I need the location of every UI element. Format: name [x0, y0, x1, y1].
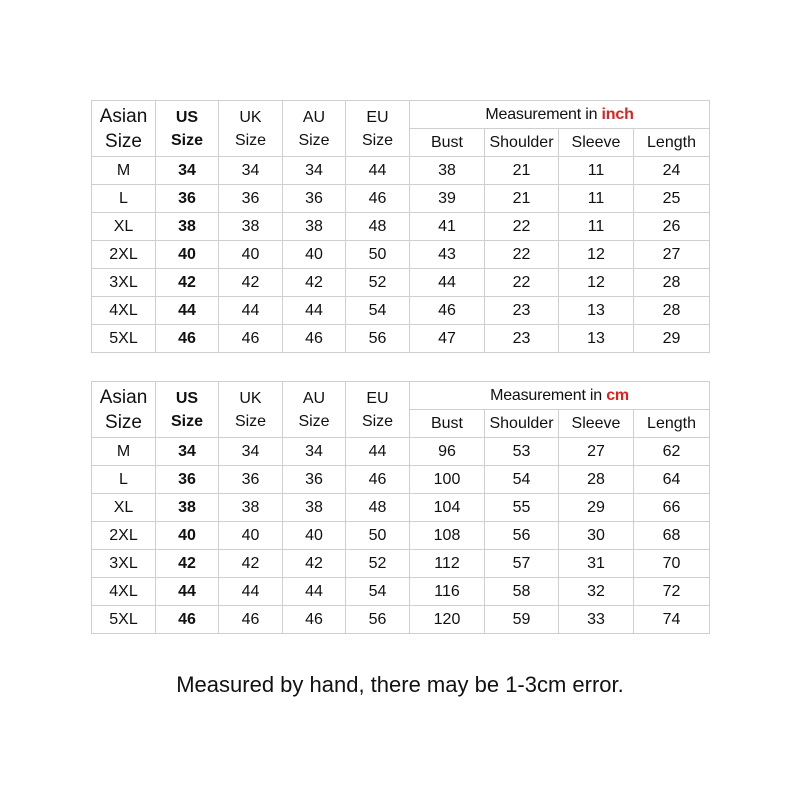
cell-au: 38	[283, 213, 346, 241]
cell-sleeve: 13	[559, 297, 634, 325]
cell-asian: 5XL	[92, 606, 156, 634]
cell-shoulder: 21	[485, 157, 559, 185]
cell-asian: 3XL	[92, 550, 156, 578]
table-row	[92, 466, 710, 494]
cell-us: 40	[156, 522, 219, 550]
cell-eu: 50	[346, 241, 410, 269]
cell-length: 24	[634, 157, 710, 185]
cell-length: 66	[634, 494, 710, 522]
cell-uk: 46	[219, 325, 283, 353]
table-row	[92, 550, 710, 578]
header-asian-size: Asian Size	[92, 382, 156, 438]
table-row	[92, 269, 710, 297]
cell-au: 42	[283, 550, 346, 578]
cell-length: 72	[634, 578, 710, 606]
cell-au: 44	[283, 297, 346, 325]
cell-us: 42	[156, 269, 219, 297]
header-shoulder: Shoulder	[485, 410, 559, 438]
cell-bust: 108	[410, 522, 485, 550]
header-length: Length	[634, 410, 710, 438]
cell-bust: 43	[410, 241, 485, 269]
cell-asian: XL	[92, 494, 156, 522]
table-row	[92, 297, 710, 325]
header-bust: Bust	[410, 410, 485, 438]
cell-shoulder: 22	[485, 241, 559, 269]
cell-us: 36	[156, 466, 219, 494]
cell-au: 40	[283, 241, 346, 269]
cell-eu: 44	[346, 157, 410, 185]
header-row	[92, 101, 710, 129]
cell-length: 64	[634, 466, 710, 494]
header-au-size: AU Size	[283, 101, 346, 157]
size-chart-inch	[91, 100, 710, 353]
cell-length: 70	[634, 550, 710, 578]
cell-uk: 38	[219, 494, 283, 522]
cell-bust: 100	[410, 466, 485, 494]
cell-au: 46	[283, 606, 346, 634]
cell-bust: 104	[410, 494, 485, 522]
cell-eu: 44	[346, 438, 410, 466]
cell-asian: M	[92, 157, 156, 185]
cell-eu: 46	[346, 466, 410, 494]
cell-uk: 46	[219, 606, 283, 634]
cell-length: 28	[634, 269, 710, 297]
cell-asian: XL	[92, 213, 156, 241]
header-eu-size: EU Size	[346, 382, 410, 438]
table-row	[92, 522, 710, 550]
cell-us: 44	[156, 578, 219, 606]
cell-uk: 38	[219, 213, 283, 241]
measurement-unit: inch	[601, 105, 634, 123]
header-sleeve: Sleeve	[559, 129, 634, 157]
measurement-prefix: Measurement in	[490, 386, 607, 404]
cell-shoulder: 55	[485, 494, 559, 522]
cell-bust: 39	[410, 185, 485, 213]
cell-bust: 96	[410, 438, 485, 466]
size-chart-body	[92, 382, 710, 634]
measurement-disclaimer: Measured by hand, there may be 1-3cm error.	[176, 672, 624, 697]
header-eu-size: EU Size	[346, 101, 410, 157]
cell-sleeve: 29	[559, 494, 634, 522]
cell-au: 46	[283, 325, 346, 353]
header-us-size: US Size	[156, 382, 219, 438]
cell-uk: 40	[219, 241, 283, 269]
cell-au: 34	[283, 438, 346, 466]
measurement-unit: cm	[606, 386, 629, 404]
header-sleeve: Sleeve	[559, 410, 634, 438]
cell-sleeve: 12	[559, 241, 634, 269]
cell-eu: 54	[346, 578, 410, 606]
cell-uk: 36	[219, 466, 283, 494]
cell-bust: 38	[410, 157, 485, 185]
measurement-title	[410, 382, 710, 410]
cell-us: 34	[156, 438, 219, 466]
cell-eu: 52	[346, 550, 410, 578]
cell-length: 26	[634, 213, 710, 241]
cell-uk: 40	[219, 522, 283, 550]
cell-eu: 46	[346, 185, 410, 213]
cell-asian: L	[92, 185, 156, 213]
cell-uk: 36	[219, 185, 283, 213]
table-row	[92, 494, 710, 522]
cell-sleeve: 33	[559, 606, 634, 634]
cell-shoulder: 22	[485, 213, 559, 241]
table-row	[92, 185, 710, 213]
cell-sleeve: 30	[559, 522, 634, 550]
cell-bust: 41	[410, 213, 485, 241]
measurement-prefix: Measurement in	[485, 105, 602, 123]
cell-us: 46	[156, 606, 219, 634]
cell-sleeve: 11	[559, 213, 634, 241]
cell-eu: 50	[346, 522, 410, 550]
cell-length: 28	[634, 297, 710, 325]
cell-shoulder: 56	[485, 522, 559, 550]
cell-uk: 34	[219, 438, 283, 466]
cell-asian: M	[92, 438, 156, 466]
cell-sleeve: 31	[559, 550, 634, 578]
cell-length: 74	[634, 606, 710, 634]
cell-sleeve: 27	[559, 438, 634, 466]
header-us-size: US Size	[156, 101, 219, 157]
header-shoulder: Shoulder	[485, 129, 559, 157]
header-bust: Bust	[410, 129, 485, 157]
cell-eu: 56	[346, 606, 410, 634]
cell-asian: 3XL	[92, 269, 156, 297]
table-row	[92, 325, 710, 353]
cell-au: 40	[283, 522, 346, 550]
cell-bust: 112	[410, 550, 485, 578]
cell-uk: 34	[219, 157, 283, 185]
table-row	[92, 241, 710, 269]
cell-eu: 52	[346, 269, 410, 297]
cell-length: 68	[634, 522, 710, 550]
cell-au: 36	[283, 466, 346, 494]
cell-bust: 120	[410, 606, 485, 634]
cell-asian: 4XL	[92, 297, 156, 325]
cell-us: 46	[156, 325, 219, 353]
cell-uk: 42	[219, 269, 283, 297]
cell-uk: 42	[219, 550, 283, 578]
size-chart-body	[92, 101, 710, 353]
table-row	[92, 606, 710, 634]
cell-eu: 56	[346, 325, 410, 353]
cell-eu: 54	[346, 297, 410, 325]
measurement-title	[410, 101, 710, 129]
cell-length: 27	[634, 241, 710, 269]
header-uk-size: UK Size	[219, 382, 283, 438]
table-row	[92, 213, 710, 241]
cell-uk: 44	[219, 297, 283, 325]
cell-eu: 48	[346, 494, 410, 522]
header-row	[92, 382, 710, 410]
table-row	[92, 157, 710, 185]
cell-asian: 2XL	[92, 522, 156, 550]
cell-us: 42	[156, 550, 219, 578]
size-chart-cm	[91, 381, 710, 634]
cell-shoulder: 57	[485, 550, 559, 578]
cell-asian: 5XL	[92, 325, 156, 353]
cell-shoulder: 54	[485, 466, 559, 494]
cell-us: 38	[156, 213, 219, 241]
table-row	[92, 438, 710, 466]
cell-us: 44	[156, 297, 219, 325]
table-row	[92, 578, 710, 606]
cell-uk: 44	[219, 578, 283, 606]
cell-asian: 2XL	[92, 241, 156, 269]
header-uk-size: UK Size	[219, 101, 283, 157]
cell-length: 25	[634, 185, 710, 213]
cell-bust: 46	[410, 297, 485, 325]
cell-shoulder: 59	[485, 606, 559, 634]
cell-length: 29	[634, 325, 710, 353]
cell-eu: 48	[346, 213, 410, 241]
cell-bust: 47	[410, 325, 485, 353]
cell-sleeve: 32	[559, 578, 634, 606]
cell-shoulder: 23	[485, 297, 559, 325]
header-au-size: AU Size	[283, 382, 346, 438]
cell-bust: 44	[410, 269, 485, 297]
header-asian-size: Asian Size	[92, 101, 156, 157]
cell-us: 38	[156, 494, 219, 522]
cell-us: 34	[156, 157, 219, 185]
cell-shoulder: 53	[485, 438, 559, 466]
cell-au: 36	[283, 185, 346, 213]
cell-shoulder: 21	[485, 185, 559, 213]
cell-sleeve: 12	[559, 269, 634, 297]
cell-length: 62	[634, 438, 710, 466]
cell-sleeve: 11	[559, 157, 634, 185]
cell-au: 38	[283, 494, 346, 522]
cell-au: 34	[283, 157, 346, 185]
cell-sleeve: 11	[559, 185, 634, 213]
cell-au: 44	[283, 578, 346, 606]
cell-sleeve: 28	[559, 466, 634, 494]
header-length: Length	[634, 129, 710, 157]
cell-asian: 4XL	[92, 578, 156, 606]
cell-shoulder: 22	[485, 269, 559, 297]
cell-asian: L	[92, 466, 156, 494]
cell-us: 40	[156, 241, 219, 269]
cell-sleeve: 13	[559, 325, 634, 353]
cell-us: 36	[156, 185, 219, 213]
cell-bust: 116	[410, 578, 485, 606]
cell-shoulder: 58	[485, 578, 559, 606]
cell-shoulder: 23	[485, 325, 559, 353]
cell-au: 42	[283, 269, 346, 297]
